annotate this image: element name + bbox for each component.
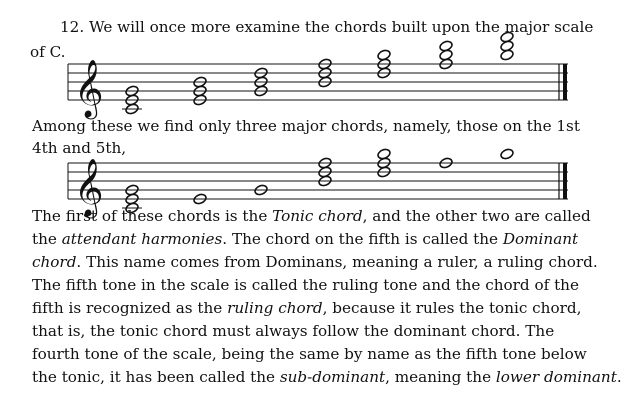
text-run: 4th and 5th, [32, 139, 127, 157]
text-run: . This name comes from Dominans, meaning a ruler, a ruling chord. [76, 253, 598, 271]
italic-term: lower dominant [495, 368, 617, 386]
text-run: fifth is recognized as the [32, 299, 228, 317]
italic-term: ruling chord [227, 299, 323, 317]
italic-term: Dominant [502, 230, 579, 248]
whole-note [377, 148, 392, 160]
text-run: fourth tone of the scale, being the same by name as the fifth tone below [32, 345, 587, 363]
text-run: of C. [30, 43, 66, 61]
text-run: 12. We will once more examine the chords built upon the major scale [60, 18, 594, 36]
text-run: The first of these chords is the [32, 207, 273, 225]
final-barline [563, 64, 567, 100]
treble-clef-icon: 𝄞 [74, 59, 104, 117]
italic-term: Tonic chord [272, 207, 363, 225]
text-run: , and the other two are called [362, 207, 591, 225]
whole-note [500, 148, 515, 160]
text-run: Among these we find only three major chords, namely, those on the 1st [32, 117, 580, 135]
italic-term: attendant harmonies [61, 230, 223, 248]
text-run: . The chord on the fifth is called the [222, 230, 503, 248]
text-run: the [32, 230, 62, 248]
italic-term: chord [32, 253, 77, 271]
italic-term: sub-dominant [279, 368, 386, 386]
whole-note [500, 31, 515, 43]
text-run: the tonic, it has been called the [32, 368, 280, 386]
whole-note [439, 40, 454, 52]
final-barline [563, 163, 567, 199]
text-run: , because it rules the tonic chord, [322, 299, 582, 317]
text-run: . [616, 368, 622, 386]
treble-clef-icon: 𝄞 [74, 158, 104, 216]
text-run: , meaning the [385, 368, 496, 386]
whole-note [377, 49, 392, 61]
text-run: The fifth tone in the scale is called the ruling tone and the chord of the [32, 276, 579, 294]
text-run: that is, the tonic chord must always follow the dominant chord. The [32, 322, 555, 340]
